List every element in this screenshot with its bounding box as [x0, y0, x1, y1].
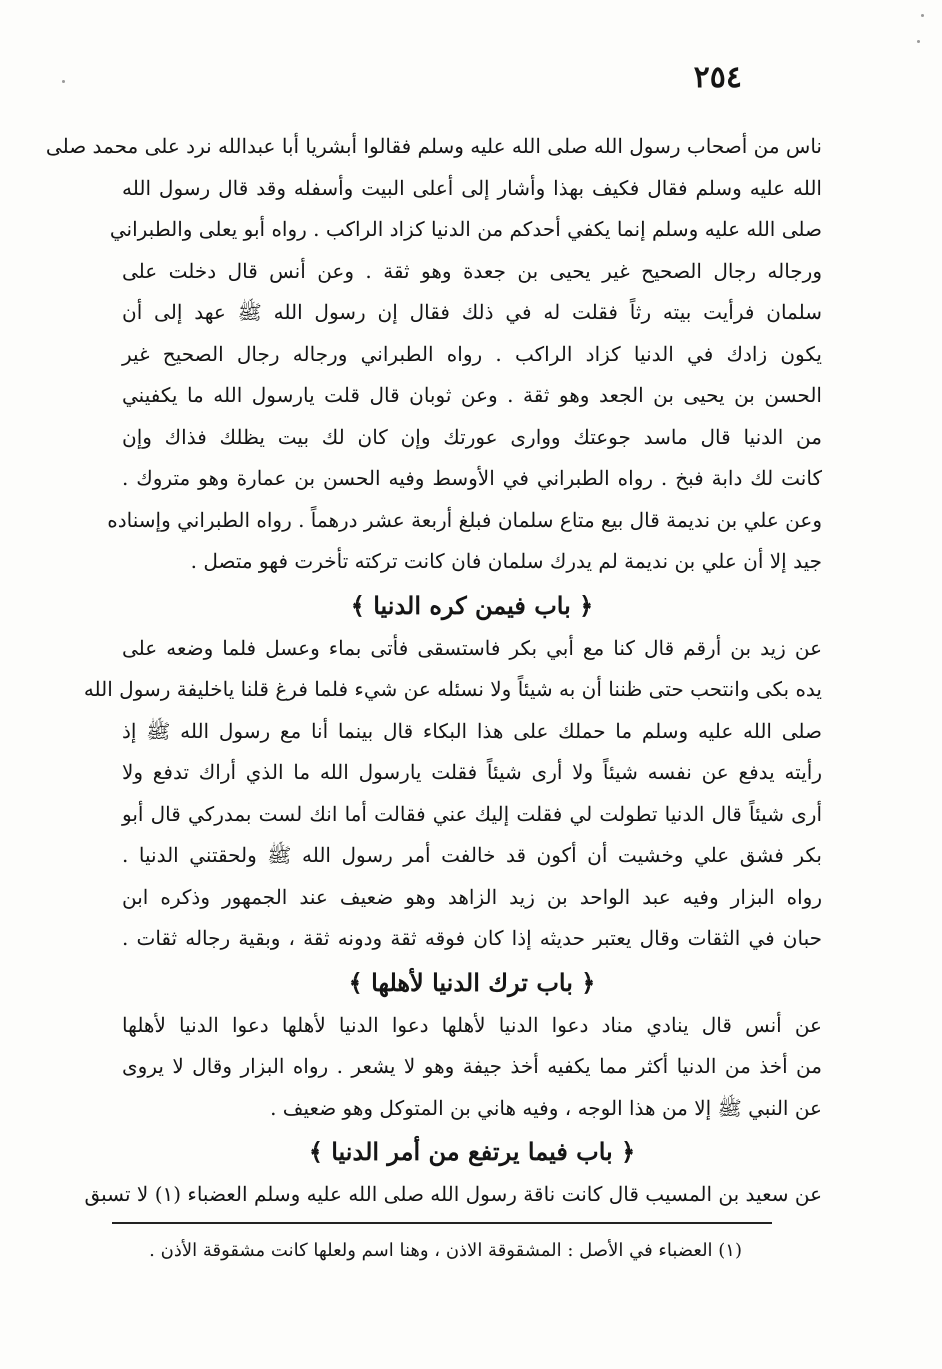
text-line: عن زيد بن أرقم قال كنا مع أبي بكر فاستسقى فأتى بماء وعسل فلما وضعه على — [122, 635, 822, 660]
paragraph-3 — [122, 1005, 822, 1130]
text-line: يكون زادك في الدنيا كزاد الراكب . رواه الطبراني ورجاله رجال الصحيح غير — [122, 341, 822, 366]
scan-speck — [917, 40, 920, 43]
text-line: الحسن بن يحيى بن الجعد وهو ثقة . وعن ثوبان قال قلت يارسول الله ما يكفيني — [122, 383, 822, 407]
text-line: عن أنس قال ينادي مناد دعوا الدنيا لأهلها دعوا الدنيا لأهلها دعوا الدنيا لأهلها — [122, 1012, 822, 1037]
text-line: يده بكى وانتحب حتى ظننا أن به شيئاً ولا نسئله عن شيء فلما فرغ قلنا ياخليفة رسول الله — [83, 677, 822, 701]
scan-speck — [62, 80, 65, 83]
paragraph-2 — [83, 628, 822, 960]
text-line: سلمان فرأيت بيته رثاً فقلت له في ذلك فقال إن رسول الله ﷺ عهد إلى أن — [122, 300, 822, 324]
paragraph-1 — [45, 126, 822, 583]
paragraph-4 — [84, 1174, 822, 1216]
text-line: رواه البزار وفيه عبد الواحد بن زيد الزاهد وهو ضعيف عند الجمهور وذكره ابن — [122, 884, 822, 909]
body-text — [45, 126, 822, 1216]
text-line: صلى الله عليه وسلم ما حملك على هذا البكاء قال بينما أنا مع رسول الله ﷺ إذ — [122, 718, 822, 743]
footnote: (١) العضباء في الأصل : المشقوقة الاذن ، وهنا اسم ولعلها كانت مشقوقة الأذن . — [149, 1240, 742, 1261]
section-heading: ﴿ باب فيمن كره الدنيا ﴾ — [350, 590, 594, 620]
text-line: أرى شيئاً قال الدنيا تطولت لي فقلت إليك عني فقالت أما انك لست بمدركي قال أبو — [122, 801, 822, 826]
text-line: كانت لك دابة فبخ . رواه الطبراني في الأوسط وفيه الحسن بن عمارة وهو متروك . — [122, 466, 822, 490]
section-heading: ﴿ باب ترك الدنيا لأهلها ﴾ — [348, 967, 596, 997]
section-heading: ﴿ باب فيما يرتفع من أمر الدنيا ﴾ — [308, 1137, 636, 1166]
text-line: صلى الله عليه وسلم إنما يكفي أحدكم من الدنيا كزاد الراكب . رواه أبو يعلى والطبراني — [109, 217, 822, 241]
page-number: ٢٥٤ — [693, 60, 742, 95]
text-line: ورجاله رجال الصحيح غير يحيى بن جعدة وهو ثقة . وعن أنس قال دخلت على — [122, 258, 822, 283]
text-line: عن النبي ﷺ إلا من هذا الوجه ، وفيه هاني بن المتوكل وهو ضعيف . — [270, 1095, 822, 1120]
text-line: رأيته يدفع عن نفسه شيئاً ولا أرى شيئاً فقلت يارسول الله ما الذي أراك تدفع ولا — [122, 760, 822, 784]
text-line: وعن علي بن نديمة قال بيع متاع سلمان فبلغ أربعة عشر درهماً . رواه الطبراني وإسناده — [107, 507, 822, 532]
text-line: جيد إلا أن علي بن نديمة لم يدرك سلمان فان كانت تركته تأخرت فهو متصل . — [190, 549, 822, 573]
scan-speck — [921, 14, 924, 17]
text-line: الله عليه وسلم فقال فكيف بهذا وأشار إلى أعلى البيت وأسفله وقد قال رسول الله — [122, 175, 822, 200]
footnote-divider — [112, 1222, 772, 1224]
text-line: بكر فشق علي وخشيت أن أكون قد خالفت أمر رسول الله ﷺ ولحقتني الدنيا . — [122, 843, 822, 867]
text-line: من الدنيا قال ماسد جوعتك ووارى عورتك وإن كان لك بيت يظلك فذاك وإن — [122, 424, 822, 449]
text-line: من أخذ من الدنيا أكثر مما يكفيه أخذ جيفة وهو لا يشعر . رواه البزار وقال لا يروى — [122, 1054, 822, 1078]
text-line: ناس من أصحاب رسول الله صلى الله عليه وسلم فقالوا أبشريا أبا عبدالله نرد على محمد صلى — [45, 134, 822, 158]
text-line: عن سعيد بن المسيب قال كانت ناقة رسول الله صلى الله عليه وسلم العضباء (١) لا تسبق — [84, 1182, 822, 1206]
text-line: حبان في الثقات وقال يعتبر حديثه إذا كان فوقه ثقة ودونه ثقة ، وبقية رجاله ثقات . — [122, 926, 822, 950]
